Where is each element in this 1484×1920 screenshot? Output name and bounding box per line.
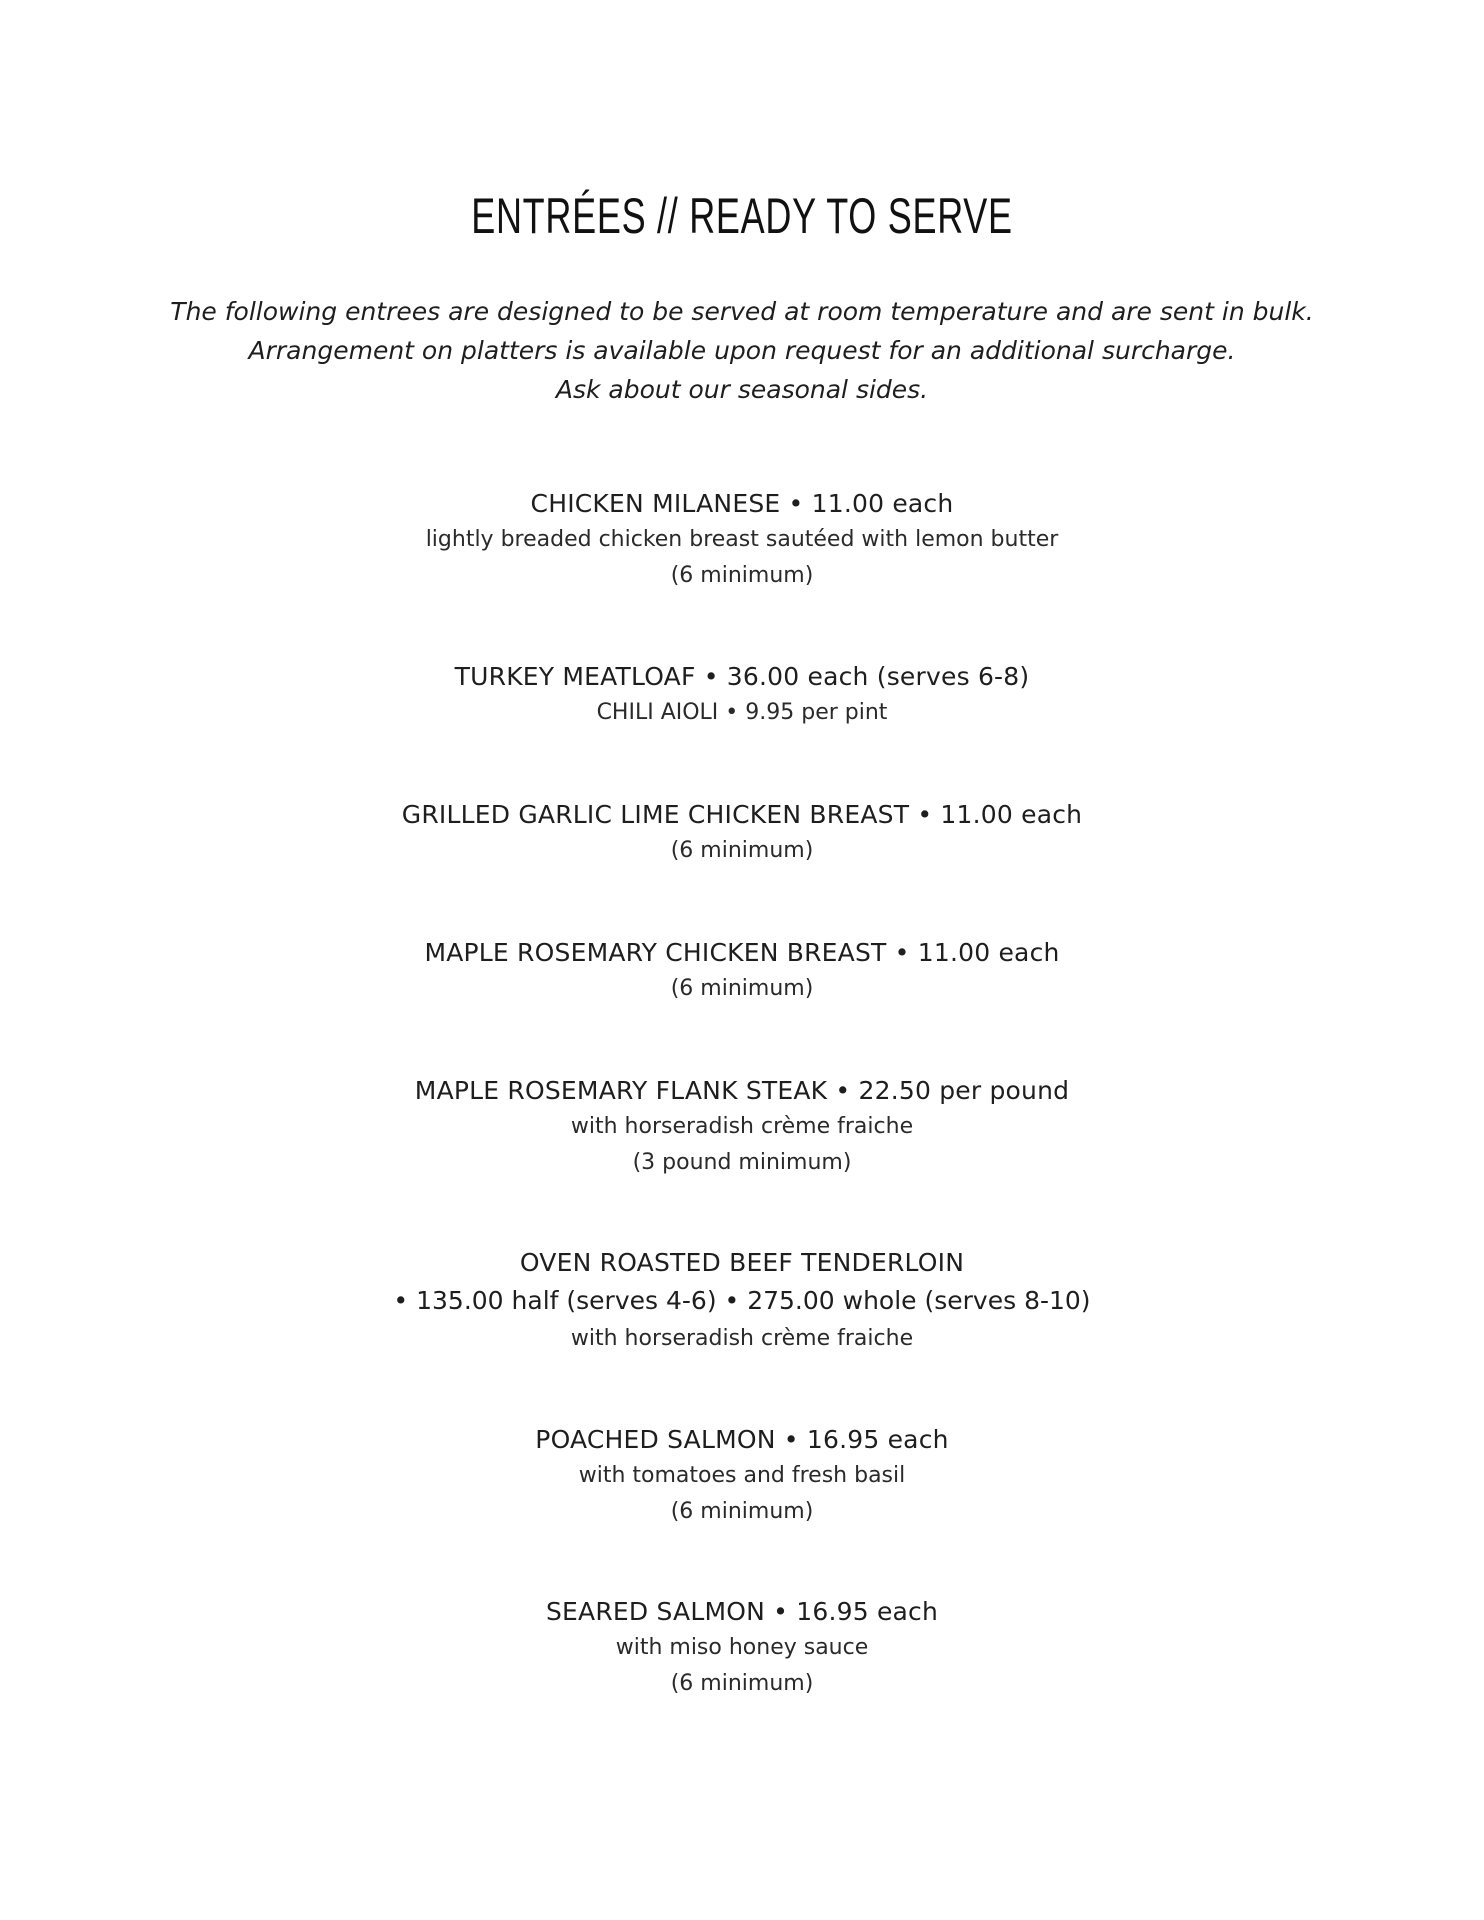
menu-item-flank-steak	[0, 1073, 1484, 1181]
page-title: ENTRÉES // READY TO SERVE	[471, 188, 1013, 244]
menu-item-seared-salmon	[0, 1594, 1484, 1702]
item-name: TURKEY MEATLOAF • 36.00 each (serves 6-8)	[454, 662, 1030, 691]
item-name: MAPLE ROSEMARY CHICKEN BREAST • 11.00 each	[424, 938, 1060, 967]
item-name: POACHED SALMON • 16.95 each	[535, 1425, 949, 1454]
menu-item-chicken-milanese	[0, 486, 1484, 594]
item-name: SEARED SALMON • 16.95 each	[545, 1597, 939, 1626]
item-minimum: (3 pound minimum)	[632, 1150, 852, 1175]
item-name: OVEN ROASTED BEEF TENDERLOIN	[519, 1248, 965, 1277]
intro-text	[0, 292, 1484, 409]
menu-item-poached-salmon	[0, 1422, 1484, 1530]
menu-item-maple-rosemary-chicken	[0, 935, 1484, 1007]
item-minimum: (6 minimum)	[670, 838, 814, 863]
item-description: with horseradish crème fraiche	[570, 1326, 914, 1351]
menu-item-garlic-lime-chicken	[0, 797, 1484, 869]
intro-line: The following entrees are designed to be served at room temperature and are sent in bulk.	[170, 297, 1314, 326]
intro-line: Arrangement on platters is available upon request for an additional surcharge.	[248, 336, 1236, 365]
item-price-options: • 135.00 half (serves 4-6) • 275.00 whole (serves 8-10)	[393, 1286, 1091, 1315]
item-name: GRILLED GARLIC LIME CHICKEN BREAST • 11.00 each	[401, 800, 1083, 829]
intro-line: Ask about our seasonal sides.	[555, 375, 929, 404]
item-minimum: (6 minimum)	[670, 976, 814, 1001]
item-minimum: (6 minimum)	[670, 1671, 814, 1696]
item-description: with miso honey sauce	[615, 1635, 869, 1660]
item-name: MAPLE ROSEMARY FLANK STEAK • 22.50 per pound	[414, 1076, 1070, 1105]
item-minimum: (6 minimum)	[670, 563, 814, 588]
item-description: with horseradish crème fraiche	[570, 1114, 914, 1139]
item-name: CHICKEN MILANESE • 11.00 each	[530, 489, 954, 518]
menu-item-turkey-meatloaf	[0, 659, 1484, 731]
item-description: with tomatoes and fresh basil	[578, 1463, 906, 1488]
menu-item-beef-tenderloin	[0, 1245, 1484, 1357]
item-description: lightly breaded chicken breast sautéed with lemon butter	[425, 527, 1059, 552]
item-minimum: (6 minimum)	[670, 1499, 814, 1524]
item-description: CHILI AIOLI • 9.95 per pint	[596, 700, 888, 725]
